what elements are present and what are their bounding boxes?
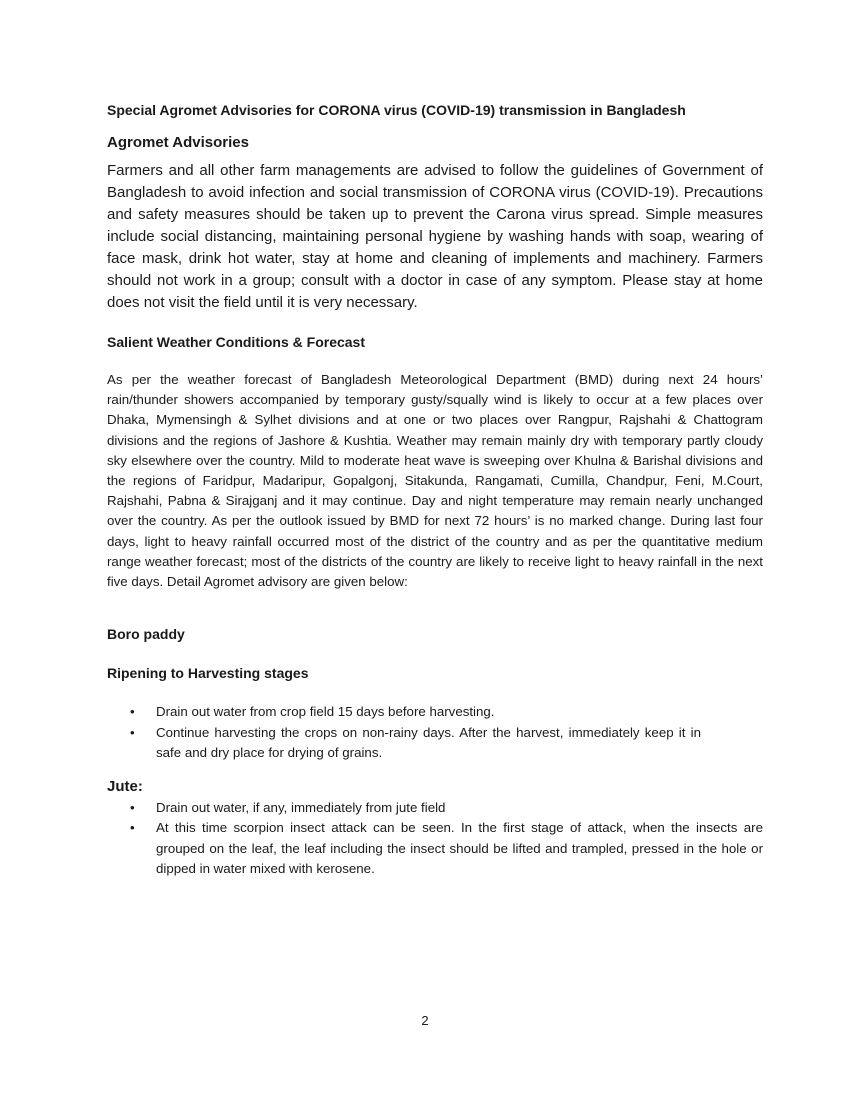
list-item-text: Drain out water, if any, immediately from jute field	[156, 799, 446, 815]
page-number: 2	[421, 1013, 429, 1028]
boro-subheading: Ripening to Harvesting stages	[107, 665, 309, 682]
list-item	[107, 798, 763, 819]
jute-list	[107, 798, 763, 880]
bullet-icon: •	[130, 724, 135, 740]
document-title: Special Agromet Advisories for CORONA virus (COVID-19) transmission in Bangladesh	[107, 102, 686, 118]
bullet-icon: •	[130, 704, 135, 720]
page-content	[107, 100, 763, 880]
boro-list	[107, 702, 763, 764]
boro-heading: Boro paddy	[107, 626, 185, 643]
jute-heading: Jute:	[107, 777, 143, 795]
list-item-text: Continue harvesting the crops on non-rainy days. After the harvest, immediately keep it in safe and dry place for drying of grains.	[156, 724, 701, 761]
agromet-heading: Agromet Advisories	[107, 134, 249, 151]
list-item	[107, 702, 763, 723]
list-item	[107, 723, 763, 764]
bullet-icon: •	[130, 799, 135, 815]
bullet-icon: •	[130, 820, 135, 836]
list-item-text: At this time scorpion insect attack can be seen. In the first stage of attack, when the insects are grouped on the leaf, the leaf including the insect should be lifted and trampled, pressed in the hole or dipped in water mixed with kerosene.	[156, 820, 763, 877]
weather-body: As per the weather forecast of Bangladesh Meteorological Department (BMD) during next 24 hours’ rain/thunder showers accompanied by temporary gusty/squally wind is likely to occur at a few places over Dhaka, Mymensingh & Sylhet divisions and at one or two places over Rangpur, Rajshahi & Chattogram divisions and the regions of Jashore & Kushtia. Weather may remain mainly dry with temporary partly cloudy sky elsewhere over the country. Mild to moderate heat wave is sweeping over Khulna & Barishal divisions and the regions of Faridpur, Madaripur, Gopalgonj, Sitakunda, Rangamati, Cumilla, Chandpur, Feni, M.Court, Rajshahi, Pabna & Sirajganj and it may continue. Day and night temperature may remain nearly unchanged over the country. As per the outlook issued by BMD for next 72 hours’ is no marked change. During last four days, light to heavy rainfall occurred most of the district of the country and as per the quantitative medium range weather forecast; most of the districts of the country are likely to receive light to heavy rainfall in the next five days. Detail Agromet advisory are given below:	[107, 372, 763, 590]
list-item-text: Drain out water from crop field 15 days before harvesting.	[156, 704, 495, 720]
agromet-body: Farmers and all other farm managements are advised to follow the guidelines of Government of Bangladesh to avoid infection and social transmission of CORONA virus (COVID-19). Precautions and safety measures should be taken up to prevent the Carona virus spread. Simple measures include social distancing, maintaining personal hygiene by washing hands with soap, wearing of face mask, drink hot water, stay at home and cleaning of implements and machinery. Farmers should not work in a group; consult with a doctor in case of any symptom. Please stay at home does not visit the field until it is very necessary.	[107, 162, 763, 311]
list-item	[107, 818, 763, 880]
weather-heading: Salient Weather Conditions & Forecast	[107, 334, 366, 350]
